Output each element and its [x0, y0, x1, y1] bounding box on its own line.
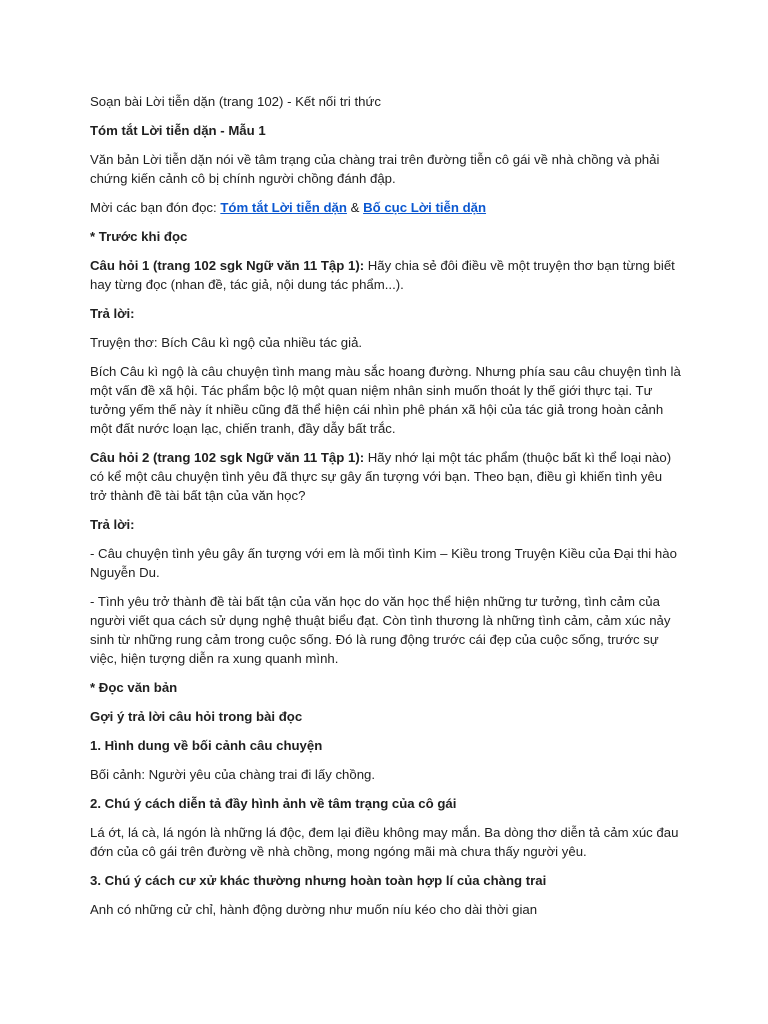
- hint-2-text: Lá ớt, lá cà, lá ngón là những lá độc, đem lại điều không may mắn. Ba dòng thơ diễn tả cảm xúc đau đớn của cô gái trên đường về nhà chồng, mong ngóng mãi mà chưa thấy người yêu.: [90, 825, 679, 859]
- hint-3-text: Anh có những cử chỉ, hành động dường như muốn níu kéo cho dài thời gian: [90, 902, 538, 917]
- hint-1-heading: 1. Hình dung về bối cảnh câu chuyện: [90, 738, 323, 753]
- question-1-label: Câu hỏi 1 (trang 102 sgk Ngữ văn 11 Tập 1):: [90, 258, 365, 273]
- answer-label-2: Trả lời:: [90, 517, 135, 532]
- link-tom-tat[interactable]: Tóm tắt Lời tiễn dặn: [220, 200, 347, 215]
- question-2-label: Câu hỏi 2 (trang 102 sgk Ngữ văn 11 Tập 1):: [90, 450, 365, 465]
- summary-heading: Tóm tắt Lời tiễn dặn - Mẫu 1: [90, 123, 266, 138]
- answer-1-p1: Truyện thơ: Bích Câu kì ngộ của nhiều tác giả.: [90, 335, 363, 350]
- summary-text: Văn bản Lời tiễn dặn nói về tâm trạng của chàng trai trên đường tiễn cô gái về nhà chồng và phải chứng kiến cảnh cô bị chính người chồng đánh đập.: [90, 152, 660, 186]
- question-2: [90, 448, 682, 505]
- hint-1-text: Bối cảnh: Người yêu của chàng trai đi lấy chồng.: [90, 767, 376, 782]
- question-1-text: Hãy chia sẻ đôi điều về một truyện thơ bạn từng biết hay từng đọc (nhan đề, tác giả, nội dung tác phẩm...).: [90, 258, 675, 292]
- document-page: [90, 92, 682, 929]
- question-1: [90, 256, 682, 294]
- link-bo-cuc[interactable]: Bố cục Lời tiễn dặn: [363, 200, 487, 215]
- before-reading-heading: * Trước khi đọc: [90, 229, 188, 244]
- question-2-text: Hãy nhớ lại một tác phẩm (thuộc bất kì thể loại nào) có kể một câu chuyện tình yêu đã thực sự gây ấn tượng với bạn. Theo bạn, điều gì khiến tình yêu trở thành đề tài bất tận của văn học?: [90, 450, 672, 503]
- invite-prefix: Mời các bạn đón đọc:: [90, 200, 221, 215]
- hint-3-heading: 3. Chú ý cách cư xử khác thường nhưng hoàn toàn hợp lí của chàng trai: [90, 873, 547, 888]
- hint-2-heading: 2. Chú ý cách diễn tả đầy hình ảnh về tâm trạng của cô gái: [90, 796, 457, 811]
- answer-2-p2: - Tình yêu trở thành đề tài bất tận của văn học do văn học thể hiện những tư tưởng, tình cảm của người viết qua cách sử dụng nghệ thuật biểu đạt. Còn tình thương là những tình cảm, cảm xúc nảy sinh từ những rung cảm trong cuộc sống. Đó là rung động trước cái đẹp của cuộc sống, trước sự việc, hiện tượng diễn ra xung quanh mình.: [90, 594, 671, 666]
- title-line: Soạn bài Lời tiễn dặn (trang 102) - Kết nối tri thức: [90, 94, 381, 109]
- invite-amp: &: [346, 200, 364, 215]
- invite-line: [90, 198, 682, 217]
- hint-heading: Gợi ý trả lời câu hỏi trong bài đọc: [90, 709, 303, 724]
- answer-2-p1: - Câu chuyện tình yêu gây ấn tượng với em là mối tình Kim – Kiều trong Truyện Kiều của Đại thi hào Nguyễn Du.: [90, 546, 677, 580]
- answer-1-p2: Bích Câu kì ngộ là câu chuyện tình mang màu sắc hoang đường. Nhưng phía sau câu chuyện tình là một vấn đề xã hội. Tác phẩm bộc lộ một quan niệm nhân sinh muốn thoát ly thế giới thực tại. Tư tưởng yếm thế này ít nhiều cũng đã thể hiện cái nhìn phê phán xã hội của tác giả trong hoàn cảnh một đất nước loạn lạc, chiến tranh, đầy dẫy bất trắc.: [90, 364, 681, 436]
- reading-heading: * Đọc văn bản: [90, 680, 178, 695]
- answer-label-1: Trả lời:: [90, 306, 135, 321]
